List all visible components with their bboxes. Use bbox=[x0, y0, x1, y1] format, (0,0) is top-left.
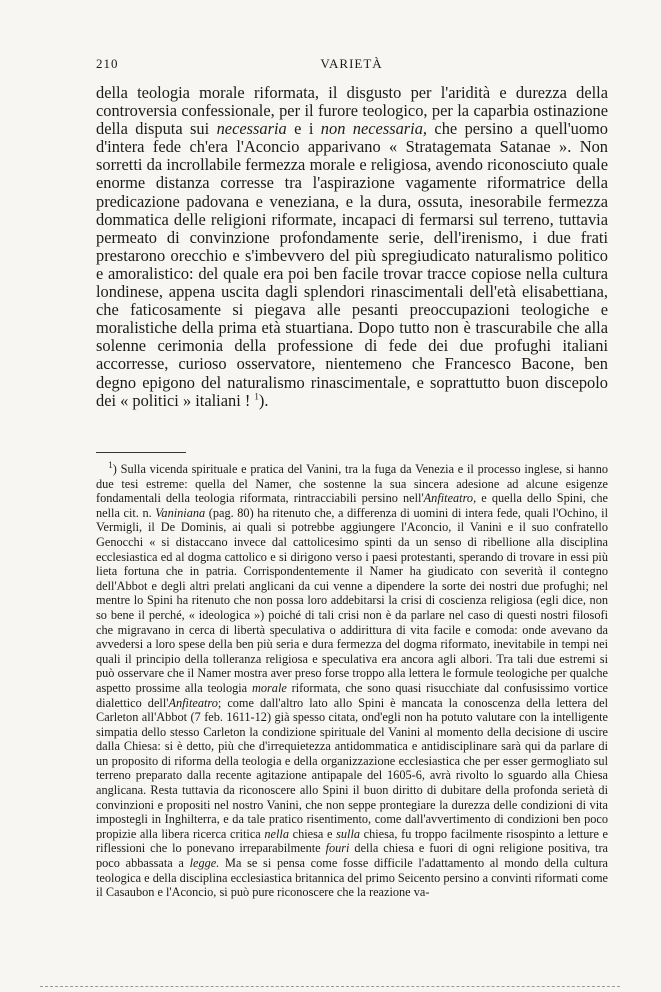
footnote-italic: Anfiteatro, bbox=[423, 491, 477, 506]
footnote-text: ) Sulla vicenda spirituale e pratica del Vanini, tra la fuga da Venezia e il processo inglese, si hanno due tesi estreme: quella del Namer, che sostenne la sua sincera adesione ad alcune esigenze fondamentali della teologia riformata, rintracciabili persino nell' bbox=[96, 462, 608, 506]
main-text-part: ). bbox=[258, 390, 269, 410]
page-number: 210 bbox=[96, 56, 119, 71]
footnote-text: (pag. 80) ha ritenuto che, a differenza di uomini di intera fede, quali l'Ochino, il Vermigli, il De Dominis, ai quali si potrebbe aggiungere l'Aconcio, il Vanini e il suo confratello Genocchi « si distaccano invece dal cattolicesimo spinti da un senso di ribellione alla disciplina ecclesiastica ed al dogma cattolico e si dirigono verso i paesi protestanti, sperando di trovare in essi più lieta fortuna che in patria. Corrispondentemente il Namer ha giudicato con severità il contegno dell'Abbot e degli altri prelati anglicani da cui venne a dipendere la sorte dei nostri due profughi; nel mentre lo Spini ha ritenuto che non possa loro addebitarsi la crisi di coscienza religiosa (egli dice, non so bene il perché, « ideologica ») poiché di tali crisi non è da parlare nel caso di questi nostri filosofi che migravano in cerca di libertà speculativa o addirittura di vita facile e comoda: onde avevano da avvedersi a loro spese della ben più seria e dura fermezza del dogma riformato, inevitabile in tempi nei quali il principio della tolleranza religiosa e speculativa era ancora agli albori. Tra tali due estremi si può osservare che il Namer mostra aver preso forse troppo alla lettera le formule teologiche per qualche aspetto prossime alla teologia bbox=[96, 505, 608, 695]
footnote-text: ; come dall'altro lato allo Spini è mancata la conoscenza della lettera del Carleton all'Abbot (7 feb. 1611-12) già spesso citata, ond'egli non ha potuto valutare con la intelligente simpatia dello stesso Carleton la condizione spirituale del Vanini al momento della decisione di uscire dalla Chiesa: si è detto, più che d'irrequietezza antidommatica e antidisciplinare sarà qui da parlare di un proposito di riforma della teologia e della organizzazione ecclesiastica che per esser germogliato sul terreno preparato dalla recente agitazione antipapale del 1605-6, avrà rivolto lo sguardo alla Chiesa anglicana. Resta tuttavia da riconoscere allo Spini il buon diritto di dubitare della profonda serietà di convinzioni e propositi nel nostro Vanini, che non seppe prontegiare la durezza delle condizioni di vita impostegli in Inghilterra, e da tale pratico risentimento, come dall'avvertimento di condizioni ben poco propizie alla libera ricerca critica bbox=[96, 695, 609, 841]
footnote-italic: morale bbox=[251, 680, 287, 695]
footnote-reference: 1 bbox=[254, 391, 259, 402]
footnote-marker: 1 bbox=[108, 459, 113, 470]
page-header bbox=[96, 56, 607, 74]
footnote-italic: Vaniniana bbox=[155, 505, 206, 520]
footnote-text: chiesa, fu troppo facilmente risospinto a letture e riflessioni che lo ponevano irreparabilmente bbox=[96, 826, 609, 856]
main-paragraph bbox=[96, 84, 608, 410]
footnote-italic: nella bbox=[264, 826, 289, 841]
footnote-text: riformata, che sono quasi risucchiate dal confusissimo vortice dialettico dell' bbox=[96, 680, 608, 710]
footnote-text: Ma se si pensa come fosse difficile l'adattamento al mondo della cultura teologica e della disciplina ecclesiastica britannica del primo Seicento persino a convinti riformati come il Casaubon e l'Aconcio, si può pure riconoscere che la reazione va- bbox=[96, 856, 608, 900]
main-text-emphasis: non necessaria, bbox=[320, 119, 427, 139]
footnote-italic: legge. bbox=[189, 856, 220, 871]
footnote bbox=[96, 459, 609, 900]
footnote-text: della chiesa e fuori di ogni religione positiva, tra poco abbassata a bbox=[96, 841, 609, 871]
main-text-part: della teologia morale riformata, il disgusto per l'aridità e durezza della controversia confessionale, per il furore teologico, per la caparbia ostinazione della disputa sui bbox=[96, 83, 608, 139]
page-edge-line bbox=[40, 986, 620, 987]
main-text-part: che persino a quell'uomo d'intera fede ch'era l'Aconcio apparivano « Stratagemata Satanae ». Non sorretti da incrollabile fermezza morale e religiosa, avendo riconosciuto quale enorme distanza corresse tra l'aspirazione vagamente riformatrice della predicazione padovana e veneziana, e la dura, ossuta, inesorabile fermezza dommatica delle religioni riformate, incapaci di fermarsi sul terreno, tuttavia permeato di convinzione profondamente serie, dell'irenismo, i due frati prestarono orecchio e s'imbevvero del più spregiudicato naturalismo politico e amoralistico: del quale era poi ben facile trovar tracce copiose nella cultura londinese, appena uscita dagli splendori rinascimentali dell'età elisabettiana, che faticosamente si piegava alle pesanti preoccupazioni teologiche e moralistiche della prima età stuartiana. Dopo tutto non è trascurabile che alla solenne cerimonia della professione di fede dei due profughi italiani accorresse, curioso osservatore, nientemeno che Francesco Bacone, ben degno epigono del naturalismo rinascimentale, e soprattutto buon discepolo dei « politici » italiani ! bbox=[96, 119, 609, 410]
footnote-italic: fouri bbox=[325, 841, 350, 856]
footnote-separator bbox=[96, 452, 186, 453]
footnote-text: e quella dello Spini, che nella cit. n. bbox=[96, 491, 608, 520]
main-text-emphasis: necessaria bbox=[216, 119, 287, 139]
footnote-italic: Anfiteatro bbox=[168, 695, 218, 710]
running-head: VARIETÀ bbox=[320, 56, 383, 71]
main-text-part: e i bbox=[286, 119, 321, 139]
footnote-text: chiesa e bbox=[288, 826, 337, 841]
footnote-italic: sulla bbox=[336, 826, 361, 841]
